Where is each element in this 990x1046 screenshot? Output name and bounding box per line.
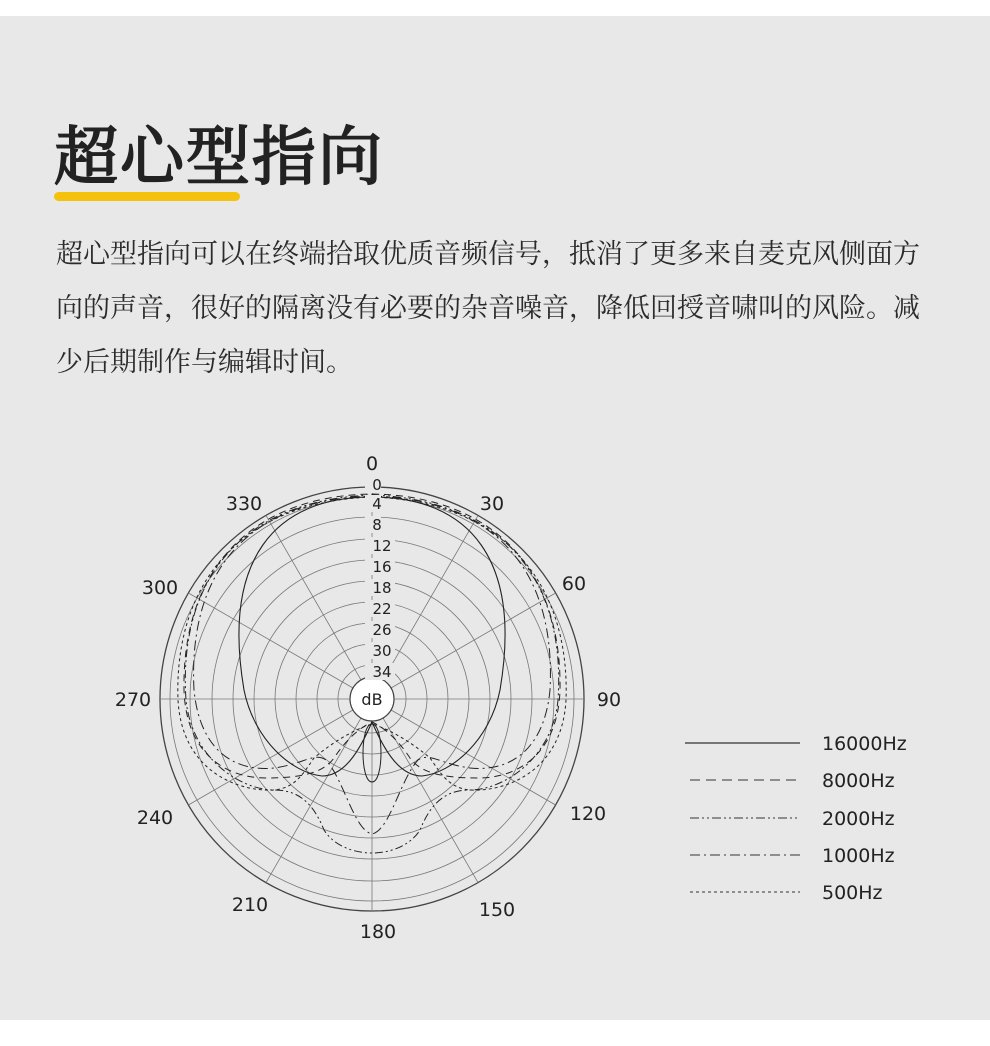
angle-label: 60 [561,573,587,595]
grid-spoke [188,710,353,805]
angle-label: 330 [225,493,263,515]
ring-label: 16 [372,558,392,576]
ring-label: 0 [372,476,382,494]
angle-label: 210 [231,894,269,916]
grid-spoke [383,718,478,883]
ring-label: 4 [372,495,382,513]
grid-spoke [266,718,361,883]
angle-label: 30 [479,493,505,515]
title-block [54,120,384,196]
ring-label: 34 [372,663,392,681]
ring-label: 22 [372,600,392,618]
grid-spoke [188,593,353,688]
center-db-label: dB [361,690,383,709]
angle-label: 0 [365,453,379,475]
angle-label: 180 [359,921,397,943]
legend-label: 16000Hz [822,733,907,755]
grid-spoke [391,710,556,805]
legend [685,733,907,904]
ring-labels [365,476,395,681]
polar-pattern-diagram [0,440,990,1000]
legend-label: 1000Hz [822,845,895,867]
angle-label: 150 [478,899,516,921]
angle-label: 120 [569,803,607,825]
angle-label: 270 [114,689,152,711]
angle-label: 90 [596,689,622,711]
ring-label: 8 [372,516,382,534]
grid-spoke [266,515,361,680]
ring-label: 12 [372,537,392,555]
description-text: 超心型指向可以在终端拾取优质音频信号，抵消了更多来自麦克风侧面方向的声音，很好的隔离没有必要的杂音噪音，降低回授音啸叫的风险。减少后期制作与编辑时间。 [56,239,920,378]
ring-label: 18 [372,579,392,597]
legend-label: 2000Hz [822,808,895,830]
grid-spoke [383,515,478,680]
legend-label: 500Hz [822,882,883,904]
ring-label: 26 [372,621,392,639]
angle-label: 300 [141,577,179,599]
page-title: 超心型指向 [54,121,384,195]
legend-label: 8000Hz [822,770,895,792]
ring-label: 30 [372,642,392,660]
grid-spoke [391,593,556,688]
angle-label: 240 [136,807,174,829]
